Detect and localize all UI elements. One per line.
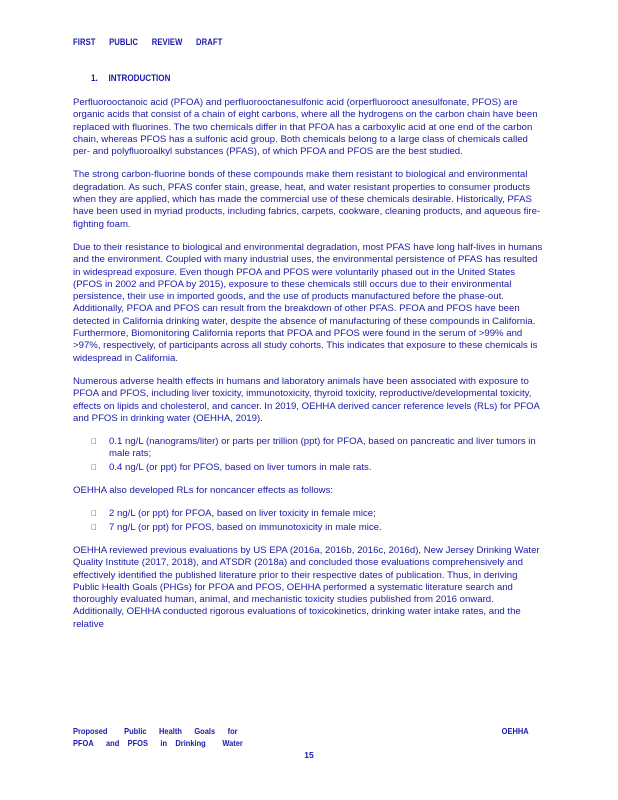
header-word-draft: DRAFT — [196, 37, 223, 47]
paragraph: The strong carbon-fluorine bonds of these compounds make them resistant to biological and environmental degradation. As such, PFAS confer stain, grease, heat, and water resistant properties to consumer products when they are applied, which has made the commercial use of these chemicals desirable. Historically, PFAS have been used in myriad products, including fabrics, carpets, cookware, cleaning products, and aqueous fire-fighting foam. — [73, 169, 541, 230]
page-footer — [73, 726, 529, 749]
cancer-rl-list — [73, 436, 543, 474]
list-item-text: 0.1 ng/L (nanograms/liter) or parts per trillion (ppt) for PFOA, based on pancreatic and liver tumors in male rats; — [109, 436, 536, 460]
footer-title-line-1: Proposed Public Health Goals for — [73, 726, 238, 736]
section-title: INTRODUCTION — [108, 73, 171, 84]
footer-org: OEHHA — [501, 726, 529, 736]
header-word-first: FIRST — [73, 37, 96, 47]
paragraph: OEHHA reviewed previous evaluations by US EPA (2016a, 2016b, 2016c, 2016d), New Jersey Drinking Water Quality Institute (2017, 2018), and ATSDR (2018a) and concluded those evaluations comprehensively and effectively identified the published literature prior to their respective dates of publication. Thus, in deriving Public Health Goals (PHGs) for PFOA and PFOS, OEHHA performed a systematic literature search and thoroughly evaluated human, animal, and mechanistic toxicity studies published from 2016 onward. Additionally, OEHHA conducted rigorous evaluations of toxicokinetics, drinking water intake rates, and the relative — [73, 544, 540, 630]
section-heading — [91, 73, 170, 84]
noncancer-rl-list — [73, 508, 543, 534]
bullet-glyph — [91, 436, 97, 448]
list-item — [73, 462, 543, 474]
header-word-public: PUBLIC — [109, 37, 139, 47]
header-word-review: REVIEW — [151, 37, 183, 47]
draft-header — [73, 37, 222, 47]
list-item-text: 0.4 ng/L (or ppt) for PFOS, based on liver tumors in male rats. — [109, 461, 372, 473]
section-number: 1. — [91, 73, 98, 84]
document-body — [73, 97, 543, 642]
list-item-text: 2 ng/L (or ppt) for PFOA, based on liver toxicity in female mice; — [109, 508, 376, 520]
paragraph: Numerous adverse health effects in humans and laboratory animals have been associated with exposure to PFOA and PFOS, including liver toxicity, immunotoxicity, thyroid toxicity, reproductive/developmental toxicity, effects on lipids and cholesterol, and cancer. In 2019, OEHHA derived cancer reference levels (RLs) for PFOA and PFOS in drinking water (OEHHA, 2019). — [73, 375, 540, 424]
bullet-glyph — [91, 462, 97, 474]
bullet-glyph — [91, 522, 97, 534]
bullet-glyph — [91, 508, 97, 520]
list-item-text: 7 ng/L (or ppt) for PFOS, based on immunotoxicity in male mice. — [109, 521, 382, 533]
paragraph: Due to their resistance to biological and environmental degradation, most PFAS have long half-lives in humans and the environment. Coupled with many industrial uses, the environmental persistence of PFAS has resulted in widespread exposure. Even though PFOA and PFOS were voluntarily phased out in the United States (PFOS in 2002 and PFOA by 2015), exposure to these chemicals still occurs due to their environmental persistence, their use in imported goods, and the use of products manufactured before the phase-out. Additionally, PFOA and PFOS can result from the breakdown of other PFAS. PFOA and PFOS have been detected in California drinking water, despite the absence of manufacturing of these compounds in California. Furthermore, Biomonitoring California reports that PFOA and PFOS were found in the serum of >99% and >97%, respectively, of participants across all study cohorts. This indicates that exposure to these chemicals is widespread in California. — [73, 241, 543, 364]
page-number: 15 — [304, 750, 314, 760]
list-item — [73, 522, 543, 534]
noncancer-intro: OEHHA also developed RLs for noncancer effects as follows: — [73, 485, 334, 497]
paragraph: Perfluorooctanoic acid (PFOA) and perfluorooctanesulfonic acid (orperfluorooct anesulfonate, PFOS) are organic acids that consist of a chain of eight carbons, where all the hydrogens on the carbon chain have been replaced with fluorines. The two chemicals differ in that PFOA has a carboxylic acid at one end of the carbon chain, whereas PFOS has a sulfonic acid group. Both chemicals belong to a large class of chemicals called per- and polyfluoroalkyl substances (PFAS), of which PFOA and PFOS are the best studied. — [73, 97, 538, 158]
list-item — [73, 508, 543, 520]
list-item — [73, 436, 543, 461]
footer-title-line-2: PFOA and PFOS in Drinking Water — [73, 737, 243, 748]
